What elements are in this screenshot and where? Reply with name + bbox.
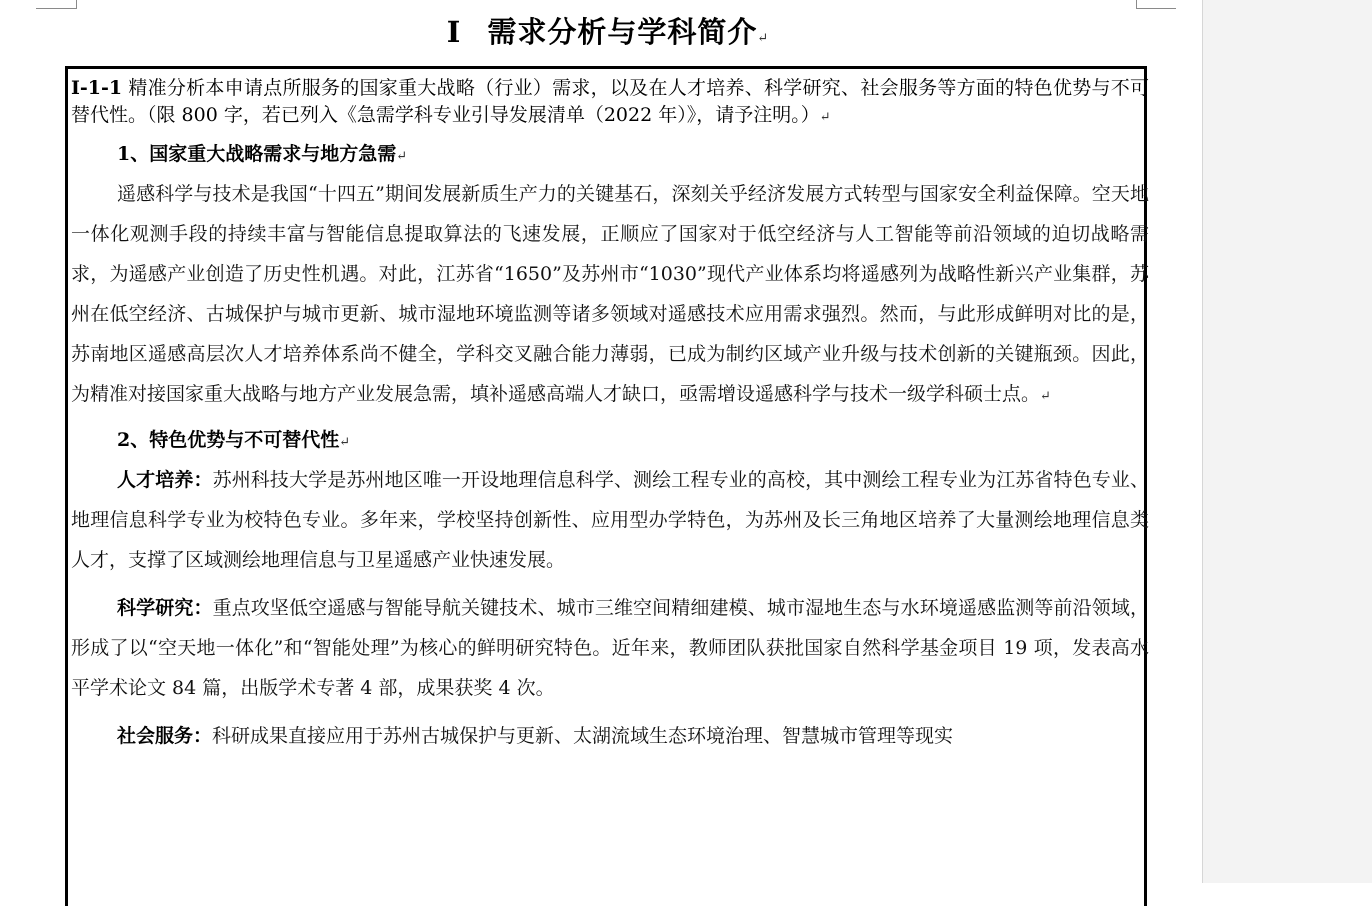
- talent-paragraph[interactable]: [71, 460, 1149, 580]
- service-label: 社会服务：: [117, 725, 213, 747]
- research-paragraph[interactable]: [71, 588, 1149, 708]
- service-paragraph[interactable]: [71, 716, 1149, 756]
- research-label: 科学研究：: [117, 597, 213, 619]
- talent-label: 人才培养：: [117, 469, 213, 491]
- paragraph-mark-icon: ↵: [819, 110, 831, 125]
- service-text: 科研成果直接应用于苏州古城保护与更新、太湖流域生态环境治理、智慧城市管理等现实: [212, 725, 954, 747]
- question-id: I-1-1: [71, 77, 123, 99]
- page-corner-mark-right-vertical: [1136, 0, 1137, 9]
- question-prompt[interactable]: [71, 75, 1149, 131]
- talent-text: 苏州科技大学是苏州地区唯一开设地理信息科学、测绘工程专业的高校，其中测绘工程专业为江苏省特色专业、地理信息科学专业为校特色专业。多年来，学校坚持创新性、应用型办学特色，为苏州及长三角地区培养了大量测绘地理信息类人才，支撑了区域测绘地理信息与卫星遥感产业快速发展。: [71, 469, 1149, 571]
- page-title-number: I: [446, 15, 462, 49]
- section-1-paragraph[interactable]: [71, 174, 1149, 417]
- section-1-body: 遥感科学与技术是我国“十四五”期间发展新质生产力的关键基石，深刻关乎经济发展方式转型与国家安全利益保障。空天地一体化观测手段的持续丰富与智能信息提取算法的飞速发展，正顺应了国家对于低空经济与人工智能等前沿领域的迫切战略需求，为遥感产业创造了历史性机遇。对此，江苏省“1650”及苏州市“1030”现代产业体系均将遥感列为战略性新兴产业集群，苏州在低空经济、古城保护与城市更新、城市湿地环境监测等诸多领域对遥感技术应用需求强烈。然而，与此形成鲜明对比的是，苏南地区遥感高层次人才培养体系尚不健全，学科交叉融合能力薄弱，已成为制约区域产业升级与技术创新的关键瓶颈。因此，为精准对接国家重大战略与地方产业发展急需，填补遥感高端人才缺口，亟需增设遥感科学与技术一级学科硕士点。: [71, 183, 1149, 405]
- section-1-heading[interactable]: [71, 141, 1149, 170]
- page-corner-mark-left-vertical: [76, 0, 77, 9]
- paragraph-mark-icon: ↵: [1040, 389, 1051, 404]
- page-title-text: 需求分析与学科简介: [487, 15, 758, 49]
- paragraph-mark-icon: ↵: [396, 149, 408, 164]
- page-corner-mark-right: [1136, 0, 1176, 9]
- section-2-heading[interactable]: [71, 427, 1149, 456]
- content-box-inner: [71, 75, 1149, 756]
- content-box: [65, 66, 1147, 906]
- page-corner-mark-left: [36, 0, 76, 9]
- paragraph-gap: [71, 580, 1149, 588]
- section-1-heading-text: 1、国家重大战略需求与地方急需: [117, 143, 397, 165]
- right-gray-margin: [1202, 0, 1372, 883]
- question-text: 精准分析本申请点所服务的国家重大战略（行业）需求，以及在人才培养、科学研究、社会服务等方面的特色优势与不可替代性。（限 800 字，若已列入《急需学科专业引导发展清单（2022 年）》，请予注明。）: [71, 77, 1149, 126]
- paragraph-mark-icon: ↵: [757, 31, 770, 46]
- paragraph-mark-icon: ↵: [339, 435, 351, 450]
- section-2-heading-text: 2、特色优势与不可替代性: [117, 429, 340, 451]
- page-title: [0, 10, 1216, 51]
- research-text: 重点攻坚低空遥感与智能导航关键技术、城市三维空间精细建模、城市湿地生态与水环境遥感监测等前沿领域，形成了以“空天地一体化”和“智能处理”为核心的鲜明研究特色。近年来，教师团队获批国家自然科学基金项目 19 项，发表高水平学术论文 84 篇，出版学术专著 4 部，成果获奖 4 次。: [71, 597, 1149, 699]
- paragraph-gap: [71, 708, 1149, 716]
